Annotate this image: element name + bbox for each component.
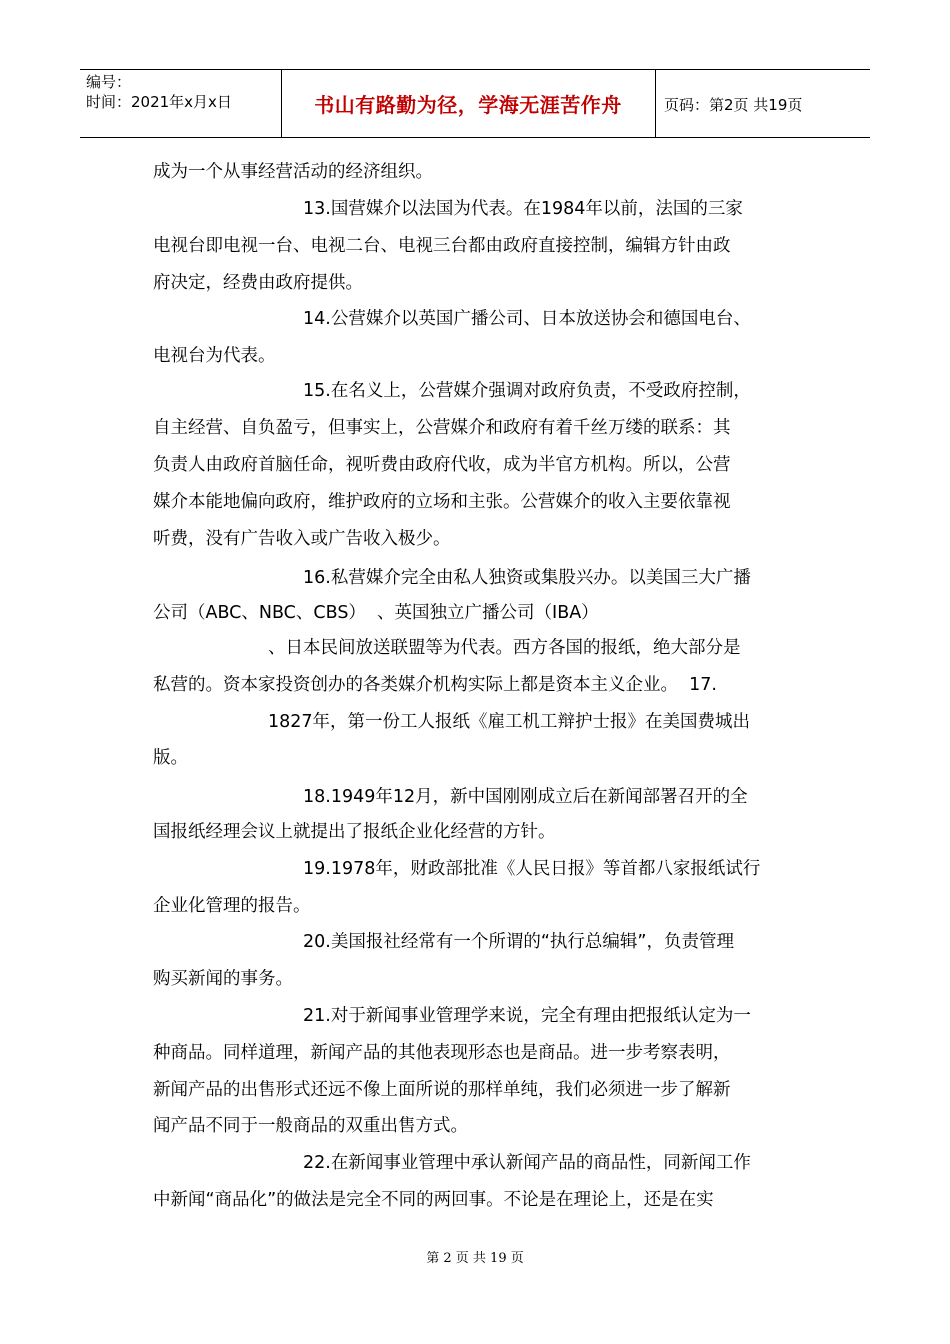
body-line: 版。 xyxy=(153,748,188,768)
body-line: 自主经营、自负盈亏，但事实上，公营媒介和政府有着千丝万缕的联系：其 xyxy=(153,418,731,438)
body-line: 13.国营媒介以法国为代表。在1984年以前，法国的三家 xyxy=(303,199,743,219)
body-line: 16.私营媒介完全由私人独资或集股兴办。以美国三大广播 xyxy=(303,568,751,588)
body-line: 18.1949年12月，新中国刚刚成立后在新闻部署召开的全 xyxy=(303,787,748,807)
body-line: 1827年，第一份工人报纸《雇工机工辩护士报》在美国费城出 xyxy=(268,712,751,732)
body-line: 私营的。资本家投资创办的各类媒介机构实际上都是资本主义企业。 17. xyxy=(153,675,717,695)
body-line: 21.对于新闻事业管理学来说，完全有理由把报纸认定为一 xyxy=(303,1006,751,1026)
body-line: 闻产品不同于一般商品的双重出售方式。 xyxy=(153,1116,468,1136)
body-line: 成为一个从事经营活动的经济组织。 xyxy=(153,162,433,182)
body-line: 公司（ABC、NBC、CBS） 、英国独立广播公司（IBA） xyxy=(153,603,599,623)
document-number-label: 编号： xyxy=(86,73,132,91)
body-line: 购买新闻的事务。 xyxy=(153,969,293,989)
header-bottom-rule xyxy=(80,137,870,138)
body-line: 种商品。同样道理，新闻产品的其他表现形态也是商品。进一步考察表明， xyxy=(153,1043,731,1063)
body-line: 19.1978年，财政部批准《人民日报》等首都八家报纸试行 xyxy=(303,859,761,879)
body-line: 、日本民间放送联盟等为代表。西方各国的报纸，绝大部分是 xyxy=(268,638,741,658)
header-meta xyxy=(86,72,232,112)
header-motto: 书山有路勤为径，学海无涯苦作舟 xyxy=(314,93,622,117)
document-date: 时间：2021年x月x日 xyxy=(86,93,232,111)
page-footer: 第 2 页 共 19 页 xyxy=(426,1251,524,1266)
body-line: 听费，没有广告收入或广告收入极少。 xyxy=(153,529,451,549)
body-line: 电视台为代表。 xyxy=(153,346,276,366)
header-divider-right xyxy=(655,70,656,137)
body-line: 22.在新闻事业管理中承认新闻产品的商品性，同新闻工作 xyxy=(303,1153,751,1173)
body-line: 14.公营媒介以英国广播公司、日本放送协会和德国电台、 xyxy=(303,309,751,329)
body-line: 中新闻“商品化”的做法是完全不同的两回事。不论是在理论上，还是在实 xyxy=(153,1190,714,1210)
body-line: 府决定，经费由政府提供。 xyxy=(153,273,363,293)
body-line: 国报纸经理会议上就提出了报纸企业化经营的方针。 xyxy=(153,822,556,842)
body-line: 负责人由政府首脑任命，视听费由政府代收，成为半官方机构。所以，公营 xyxy=(153,455,731,475)
header-page-info: 页码：第2页 共19页 xyxy=(664,96,803,114)
body-line: 15.在名义上，公营媒介强调对政府负责，不受政府控制， xyxy=(303,381,751,401)
body-line: 新闻产品的出售形式还远不像上面所说的那样单纯，我们必须进一步了解新 xyxy=(153,1080,731,1100)
body-line: 媒介本能地偏向政府，维护政府的立场和主张。公营媒介的收入主要依靠视 xyxy=(153,492,731,512)
body-line: 20.美国报社经常有一个所谓的“执行总编辑”，负责管理 xyxy=(303,932,734,952)
body-line: 企业化管理的报告。 xyxy=(153,896,311,916)
body-line: 电视台即电视一台、电视二台、电视三台都由政府直接控制，编辑方针由政 xyxy=(153,236,731,256)
